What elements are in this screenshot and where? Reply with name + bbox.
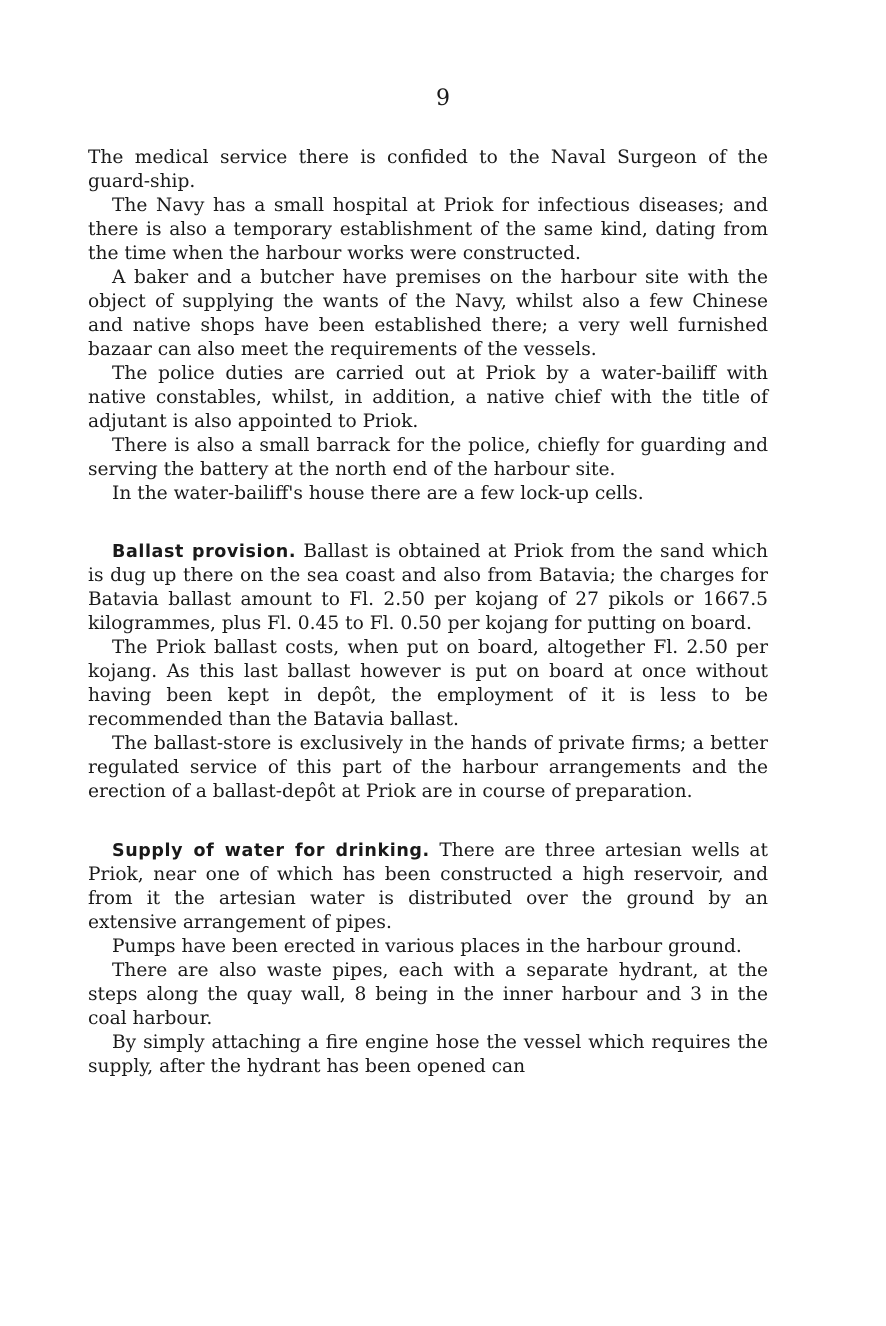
paragraph: The medical service there is confided to the Naval Surgeon of the guard-ship. xyxy=(88,147,768,192)
paragraph: The Priok ballast costs, when put on board, altogether Fl. 2.50 per kojang. As this last ballast however is put on board at once without having been kept in depôt, the employment of it is less to be recommended than the Batavia ballast. xyxy=(88,637,768,730)
water-lead-paragraph xyxy=(88,839,768,935)
paragraph: Pumps have been erected in various places in the harbour ground. xyxy=(112,936,742,957)
paragraph: In the water-bailiff's house there are a few lock-up cells. xyxy=(112,483,644,504)
paragraph: There is also a small barrack for the police, chiefly for guarding and serving the battery at the north end of the harbour site. xyxy=(88,435,768,480)
body-text xyxy=(88,146,768,1079)
paragraph: The Navy has a small hospital at Priok for infectious diseases; and there is also a temporary establishment of the same kind, dating from the time when the harbour works were constructed. xyxy=(88,195,768,264)
page-number: 9 xyxy=(436,86,450,111)
paragraph: The ballast-store is exclusively in the hands of private firms; a better regulated service of this part of the harbour arrangements and the erection of a ballast-depôt at Priok are in course of preparation. xyxy=(88,733,768,802)
ballast-lead-text: Ballast is obtained at Priok from the sand which is dug up there on the sea coast and also from Batavia; the charges for Batavia ballast amount to Fl. 2.50 per kojang of 27 pikols or 1667.5 kilogrammes, plus Fl. 0.45 to Fl. 0.50 per kojang for putting on board. xyxy=(88,541,768,634)
paragraph: A baker and a butcher have premises on the harbour site with the object of supplying the wants of the Navy, whilst also a few Chinese and native shops have been established there; a very well furnished bazaar can also meet the requirements of the vessels. xyxy=(88,267,768,360)
section-gap xyxy=(88,804,768,839)
paragraph: The police duties are carried out at Priok by a water-bailiff with native constables, whilst, in addition, a native chief with the title of adjutant is also appointed to Priok. xyxy=(88,363,768,432)
ballast-lead-paragraph xyxy=(88,540,768,636)
section-heading-water: Supply of water for drinking. xyxy=(112,841,430,861)
water-lead-text: There are three artesian wells at Priok, near one of which has been constructed a high reservoir, and from it the artesian water is distributed over the ground by an extensive arrangement of pipes. xyxy=(88,840,768,933)
paragraph: By simply attaching a fire engine hose the vessel which requires the supply, after the hydrant has been opened can xyxy=(88,1032,768,1077)
section-gap xyxy=(88,506,768,540)
paragraph: There are also waste pipes, each with a separate hydrant, at the steps along the quay wall, 8 being in the inner harbour and 3 in the coal harbour. xyxy=(88,960,768,1029)
section-heading-ballast: Ballast provision. xyxy=(112,542,297,562)
